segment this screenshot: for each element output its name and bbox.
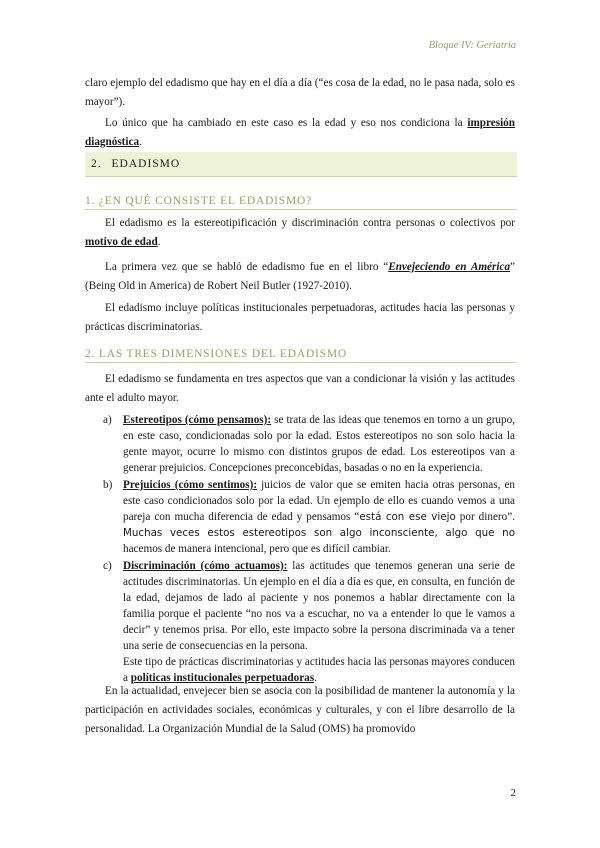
- desc-prejudices-mid: por dinero”.: [455, 511, 516, 523]
- intro-paragraph: claro ejemplo del edadismo que hay en el día a día (“es cosa de la edad, no le pasa nada, solo es mayor”).: [85, 77, 515, 108]
- desc-prejudices-end: hacemos de manera intencional, pero que es difícil cambiar.: [123, 543, 391, 555]
- section1-heading: 1. ¿EN QUÉ CONSISTE EL EDADISMO?: [85, 195, 517, 210]
- policies-text: Este tipo de prácticas discriminatorias y actitudes hacia las personas mayores conducen a: [123, 656, 515, 684]
- chapter-title: EDADISMO: [111, 158, 181, 170]
- impression-emphasis: impresión diagnóstica: [85, 117, 515, 148]
- section1-paragraph2: [85, 258, 515, 296]
- desc-stereotypes: se trata de las ideas que tenemos en torno a un grupo, en este caso, condicionadas solo por la edad. Estos estereotipos no son solo hacia la gente mayor, ocurre lo mismo con distintos grupos de edad. Los estereotipos van a generar prejuicios. Concepciones preconcebidas, basadas o no en la experiencia.: [123, 414, 516, 474]
- handwritten-note: Muchas veces estos estereotipos son algo inconsciente, algo que no: [123, 527, 515, 539]
- book-rest-text: ” (Being Old in America) de Robert Neil Butler (1927-2010).: [85, 261, 516, 292]
- section2-intro: El edadismo se fundamenta en tres aspectos que van a condicionar la visión y las actitudes ante el adulto mayor.: [85, 373, 515, 404]
- list-marker: b): [103, 479, 113, 491]
- list-item-prejudices: [103, 477, 515, 557]
- list-item-discrimination: [103, 558, 515, 686]
- term-prejudices: Prejuicios (cómo sentimos):: [123, 479, 258, 491]
- book-title: Envejeciendo en América: [388, 261, 511, 273]
- chapter-heading: [85, 152, 517, 177]
- section1-paragraph1: [85, 214, 515, 252]
- desc-discrimination: las actitudes que tenemos generan una serie de actitudes discriminatorias. Un ejemplo en el día a día es que, en consulta, en función de la edad, dejamos de lado al paciente y nos ponemos a hablar directamente con la familia porque el paciente “no nos va a escuchar, no va a entender lo que le vamos a decir” y tenemos prisa. Por ello, este impacto sobre la persona discriminada va a tener una serie de consecuencias en la persona.: [123, 560, 515, 652]
- section1-paragraph3: El edadismo incluye políticas institucionales perpetuadoras, actitudes hacia las personas y prácticas discriminatorias.: [85, 302, 515, 333]
- term-discrimination: Discriminación (cómo actuamos):: [123, 560, 288, 572]
- impression-paragraph: [85, 114, 515, 152]
- handwritten-phrase: está con ese viejo: [359, 511, 456, 523]
- closing-paragraph: En la actualidad, envejecer bien se asocia con la posibilidad de mantener la autonomía y la participación en actividades sociales, económicas y culturales, y con el libre desarrollo de la personalidad. La Organización Mundial de la Salud (OMS) ha promovido: [85, 685, 515, 735]
- running-head: Bloque IV: Geriatría: [428, 40, 516, 51]
- term-stereotypes: Estereotipos (cómo pensamos):: [123, 414, 272, 426]
- list-marker: c): [103, 560, 112, 572]
- page-number: 2: [510, 787, 516, 799]
- definition-end: .: [157, 236, 161, 248]
- impression-text: Lo único que ha cambiado en este caso es la edad y eso nos condiciona la: [105, 117, 468, 129]
- list-marker: a): [103, 414, 112, 426]
- desc-prejudices: juicios de valor que se emiten hacia otras personas, en este caso condicionados solo por la edad. Un ejemplo de ello es cuando vemos a una pareja con mucha diferencia de edad y pensamos “: [123, 479, 516, 523]
- impression-end: .: [139, 136, 142, 148]
- chapter-number: 2.: [91, 158, 102, 170]
- book-intro-text: La primera vez que se habló de edadismo fue en el libro “: [105, 261, 389, 273]
- dimensions-list: [103, 412, 515, 686]
- policies-emphasis: políticas institucionales perpetuadoras: [130, 672, 315, 684]
- definition-text: El edadismo es la estereotipificación y discriminación contra personas o colectivos por: [105, 217, 515, 229]
- definition-emphasis: motivo de edad: [85, 236, 158, 248]
- list-item-stereotypes: [103, 412, 515, 476]
- policies-end: .: [314, 672, 317, 684]
- section2-heading: 2. LAS TRES DIMENSIONES DEL EDADISMO: [85, 348, 517, 363]
